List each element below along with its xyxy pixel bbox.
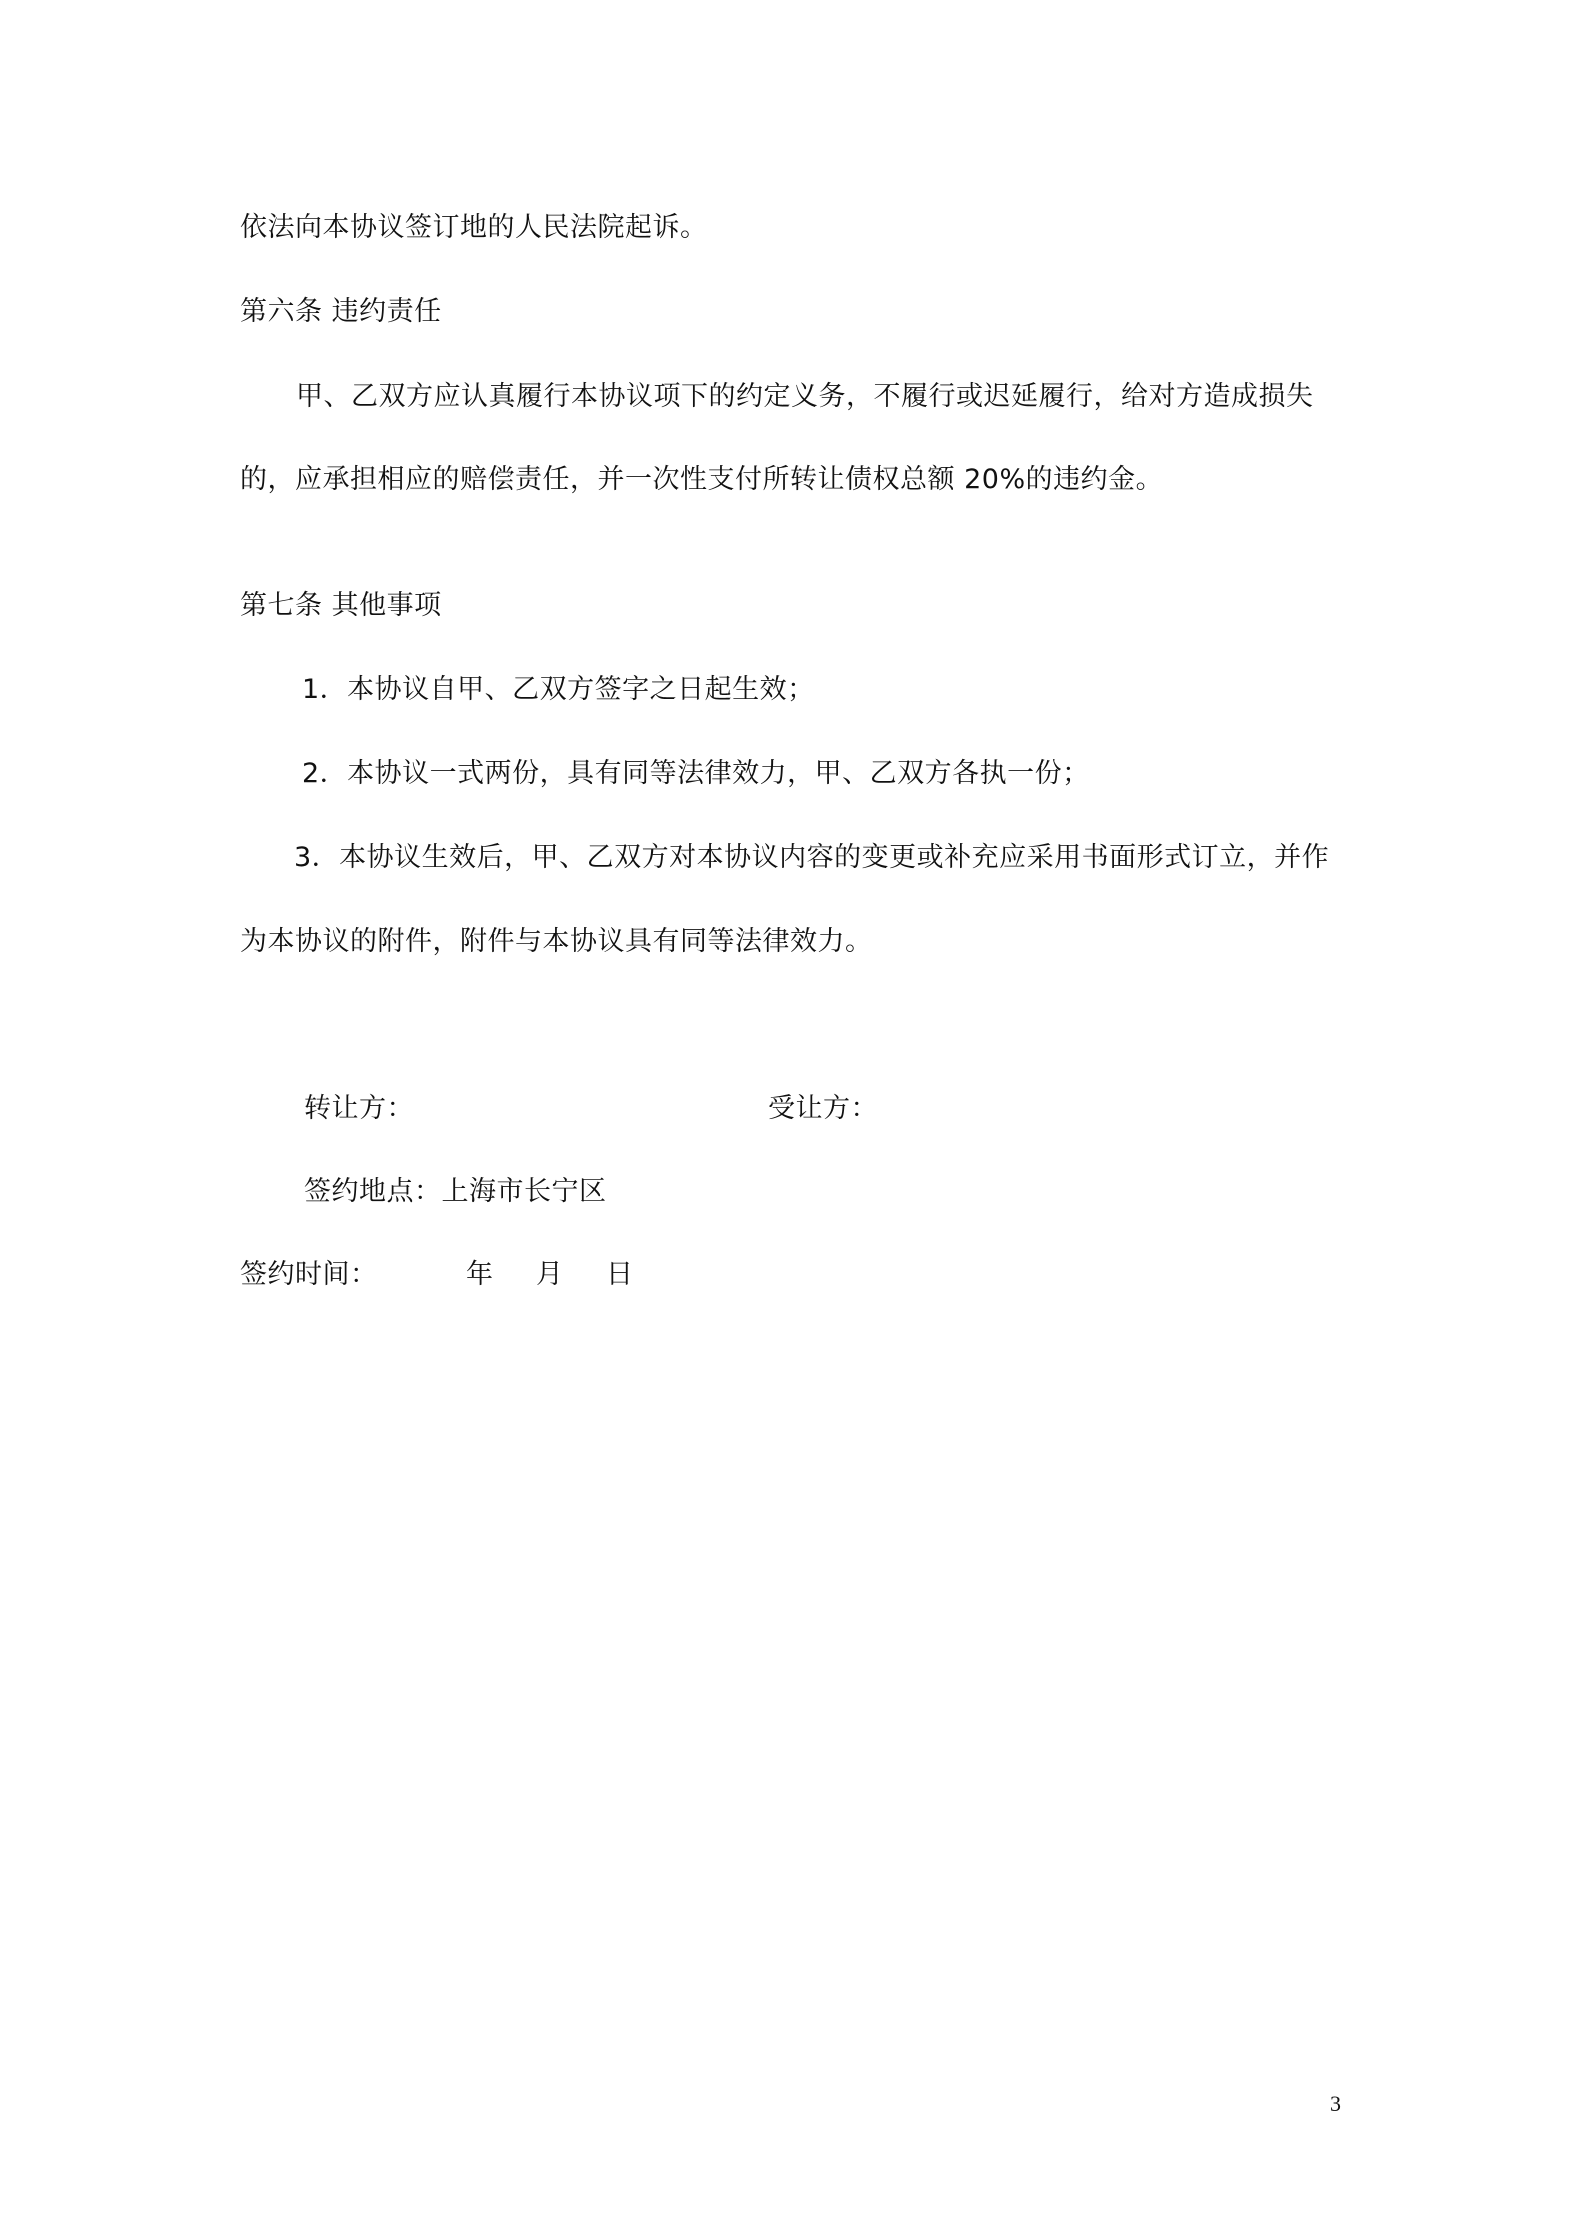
article-6-paragraph-line-2: 的，应承担相应的赔偿责任，并一次性支付所转让债权总额 20%的违约金。 bbox=[240, 464, 1164, 495]
paragraph-line: 依法向本协议签订地的人民法院起诉。 bbox=[240, 212, 708, 243]
transferor-label: 转让方： bbox=[304, 1093, 414, 1124]
article-7-item-1: 1．本协议自甲、乙双方签字之日起生效； bbox=[302, 674, 815, 705]
article-7-item-3-line-2: 为本协议的附件，附件与本协议具有同等法律效力。 bbox=[240, 926, 873, 957]
article-6-title: 第六条 违约责任 bbox=[240, 296, 442, 327]
signing-year: 年 bbox=[466, 1259, 494, 1290]
page-number: 3 bbox=[1330, 2091, 1341, 2116]
signing-day: 日 bbox=[606, 1259, 634, 1290]
article-7-item-3-line-1: 3．本协议生效后，甲、乙双方对本协议内容的变更或补充应采用书面形式订立，并作 bbox=[294, 842, 1330, 873]
transferee-label: 受让方： bbox=[768, 1093, 878, 1124]
signing-place: 签约地点：上海市长宁区 bbox=[304, 1176, 607, 1207]
article-7-item-2: 2．本协议一式两份，具有同等法律效力，甲、乙双方各执一份； bbox=[302, 758, 1090, 789]
signing-time-label: 签约时间： bbox=[240, 1259, 378, 1290]
article-6-paragraph-line-1: 甲、乙双方应认真履行本协议项下的约定义务，不履行或迟延履行，给对方造成损失 bbox=[296, 381, 1314, 412]
article-7-title: 第七条 其他事项 bbox=[240, 590, 442, 621]
signing-month: 月 bbox=[536, 1259, 564, 1290]
